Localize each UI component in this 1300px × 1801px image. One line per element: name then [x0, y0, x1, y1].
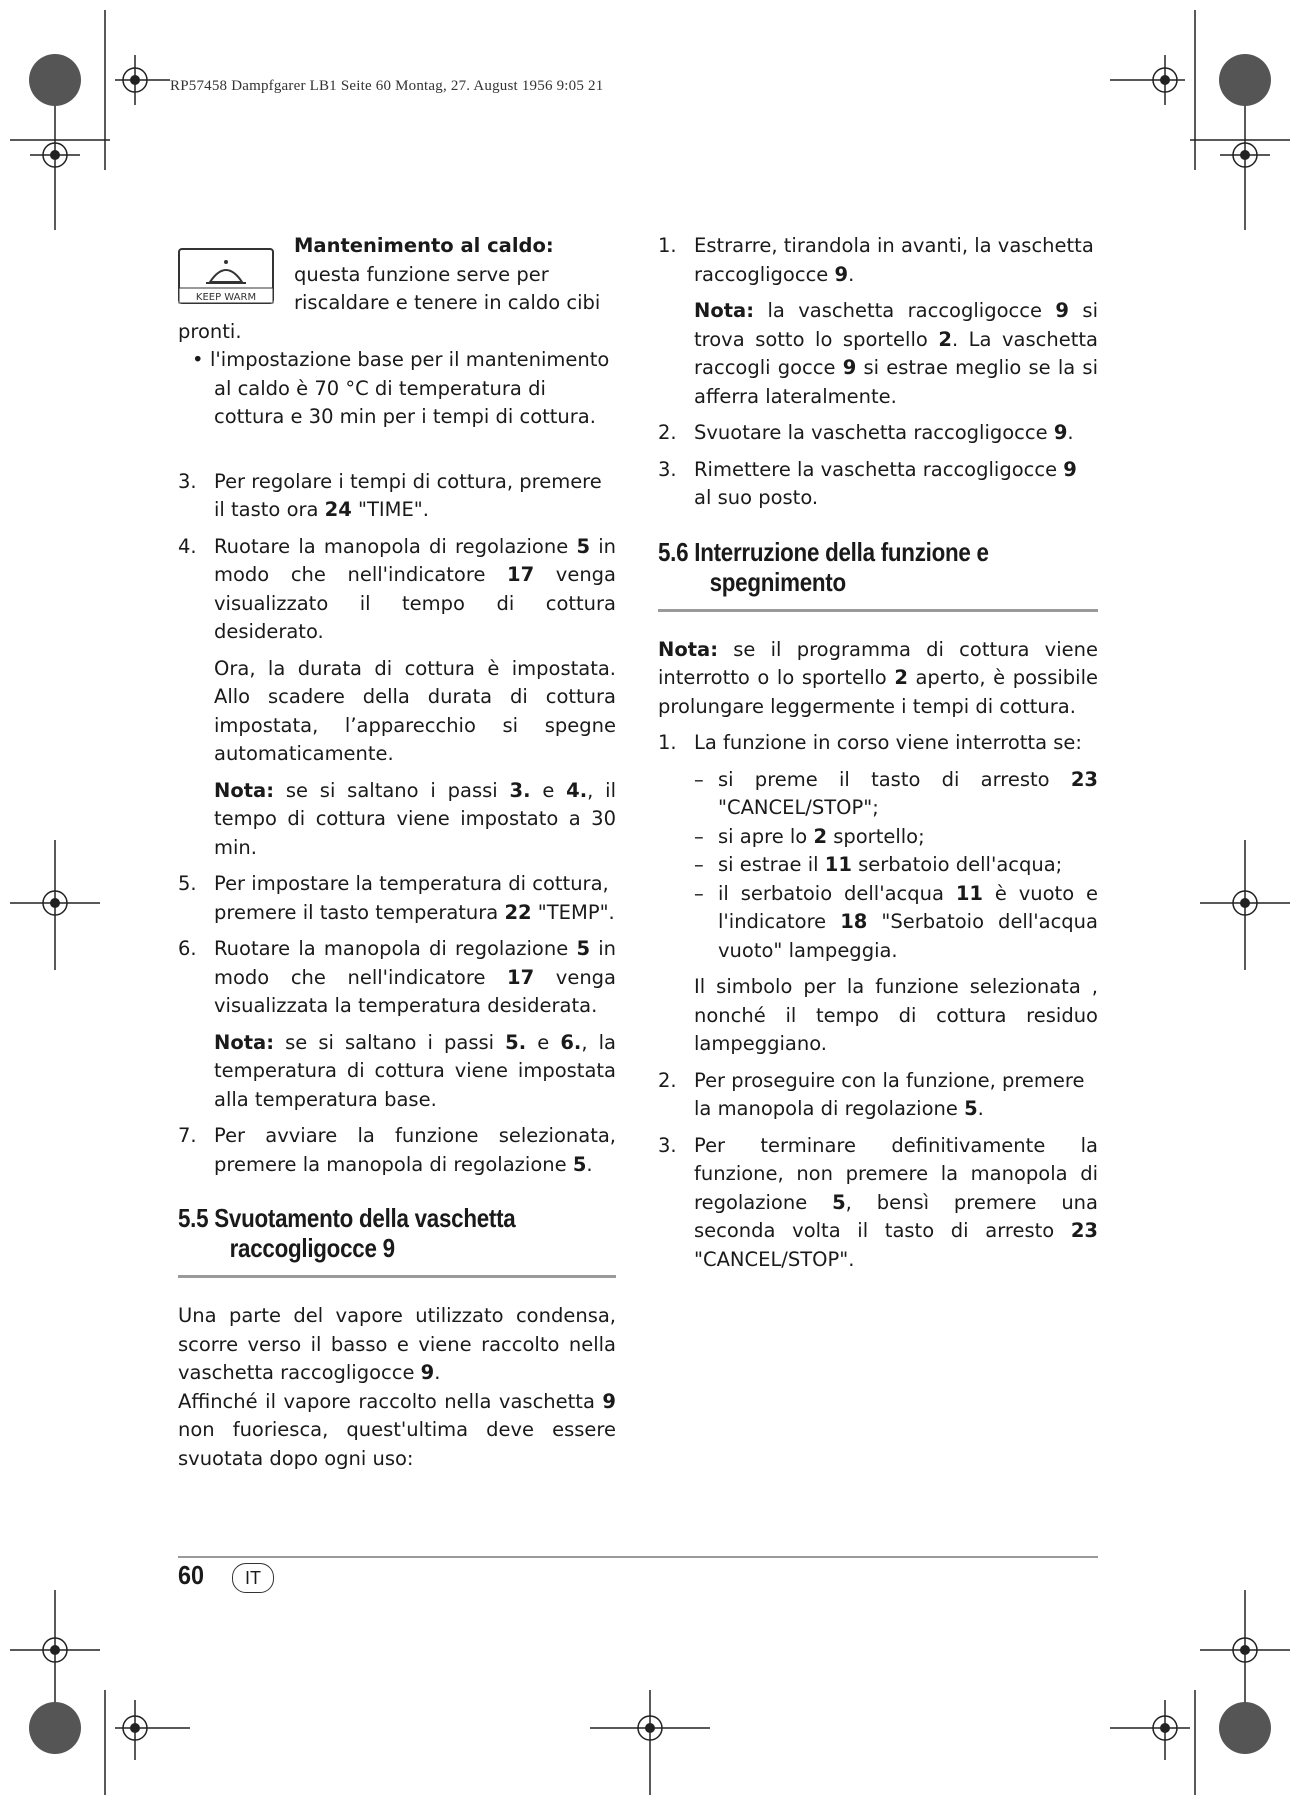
- list-item-dash: – si preme il tasto di arresto 23 "CANCEL/STOP";: [694, 767, 1098, 819]
- stop-step-3: 3. Per terminare definitivamente la funzione, non premere la manopola di regolazione 5, bensì premere una seconda volta il tasto di arresto 23 "CANCEL/STOP".: [658, 1133, 1098, 1271]
- keep-warm-label: KEEP WARM: [195, 292, 257, 303]
- print-slug: RP57458 Dampfgarer LB1 Seite 60 Montag, 27. August 1956 9:05 21: [170, 78, 604, 94]
- section-rule: [178, 1275, 616, 1278]
- step-6: 6. Ruotare la manopola di regolazione 5 in modo che nell'indicatore 17 venga visualizzata la temperatura desiderata.: [178, 937, 616, 1017]
- list-item-dash: – il serbatoio dell'acqua 11 è vuoto e l'indicatore 18 "Serbatoio dell'acqua vuoto" lampeggia.: [694, 881, 1098, 962]
- page-number: 60: [178, 1560, 205, 1590]
- step-4: 4. Ruotare la manopola di regolazione 5 in modo che nell'indicatore 17 venga visualizzato il tempo di cottura desiderato.: [178, 534, 616, 643]
- warm-text: questa funzione serve per riscaldare e tenere in caldo cibi pronti.: [178, 262, 601, 343]
- section-5-6-heading: 5.6 Interruzione della funzione e spegnimento: [658, 536, 989, 597]
- section-5-6: [658, 537, 1098, 612]
- section-5-5: [178, 1203, 616, 1278]
- list-item-dash: – si estrae il 11 serbatoio dell'acqua;: [694, 853, 1063, 876]
- language-badge: IT: [232, 1563, 274, 1593]
- section-5-5-para-1: Una parte del vapore utilizzato condensa, scorre verso il basso e viene raccolto nella vaschetta raccogligocce 9.: [178, 1304, 616, 1384]
- empty-step-1-note: Nota: la vaschetta raccogligocce 9 si trova sotto lo sportello 2. La vaschetta raccogli gocce 9 si estrae meglio se la si afferra lateralmente.: [694, 299, 1099, 408]
- empty-step-2: 2. Svuotare la vaschetta raccogligocce 9.: [658, 421, 1074, 444]
- section-5-6-note: Nota: se il programma di cottura viene interrotto o lo sportello 2 aperto, è possibile prolungare leggermente i tempi di cottura.: [658, 637, 1098, 718]
- section-rule: [658, 609, 1098, 612]
- footer-rule: [178, 1556, 1098, 1558]
- stop-step-1: 1. La funzione in corso viene interrotta se:: [658, 731, 1082, 754]
- stop-step-1-info: Il simbolo per la funzione selezionata , nonché il tempo di cottura residuo lampeggiano.: [694, 975, 1098, 1055]
- right-column: [658, 232, 1098, 1274]
- list-item-bullet: • l'impostazione base per il mantenimento al caldo è 70 °C di temperatura di cottura e 30 min per i tempi di cottura.: [192, 348, 610, 428]
- step-5: 5. Per impostare la temperatura di cottura, premere il tasto temperatura 22 "TEMP".: [178, 872, 615, 924]
- section-5-5-para-2: Affinché il vapore raccolto nella vaschetta 9 non fuoriesca, quest'ultima deve essere svuotata dopo ogni uso:: [178, 1389, 616, 1470]
- step-7: 7. Per avviare la funzione selezionata, premere la manopola di regolazione 5.: [178, 1124, 616, 1176]
- step-3: 3. Per regolare i tempi di cottura, premere il tasto ora 24 "TIME".: [178, 469, 602, 521]
- stop-step-2: 2. Per proseguire con la funzione, premere la manopola di regolazione 5.: [658, 1068, 1085, 1120]
- empty-step-1: 1. Estrarre, tirandola in avanti, la vaschetta raccogligocce 9.: [658, 234, 1094, 286]
- step-6-note: Nota: se si saltano i passi 5. e 6., la temperatura di cottura viene impostata alla temperatura base.: [214, 1030, 616, 1111]
- keep-warm-icon: [178, 248, 274, 304]
- keep-warm-block: [178, 232, 616, 346]
- empty-step-3: 3. Rimettere la vaschetta raccogligocce 9 al suo posto.: [658, 457, 1077, 509]
- list-item-dash: – si apre lo 2 sportello;: [694, 824, 925, 848]
- step-4-result: Ora, la durata di cottura è impostata. Allo scadere della durata di cottura impostata, l’apparecchio si spegne automaticamente.: [214, 656, 616, 765]
- bullet-text: l'impostazione base per il mantenimento al caldo è 70 °C di temperatura di cottura e 30 min per i tempi di cottura.: [210, 348, 610, 428]
- section-5-5-heading: 5.5 Svuotamento della vaschetta raccogligocce 9: [178, 1203, 516, 1263]
- warm-title: Mantenimento al caldo:: [294, 234, 554, 257]
- left-column: [178, 232, 616, 1473]
- step-4-note: Nota: se si saltano i passi 3. e 4., il tempo di cottura viene impostato a 30 min.: [214, 778, 616, 859]
